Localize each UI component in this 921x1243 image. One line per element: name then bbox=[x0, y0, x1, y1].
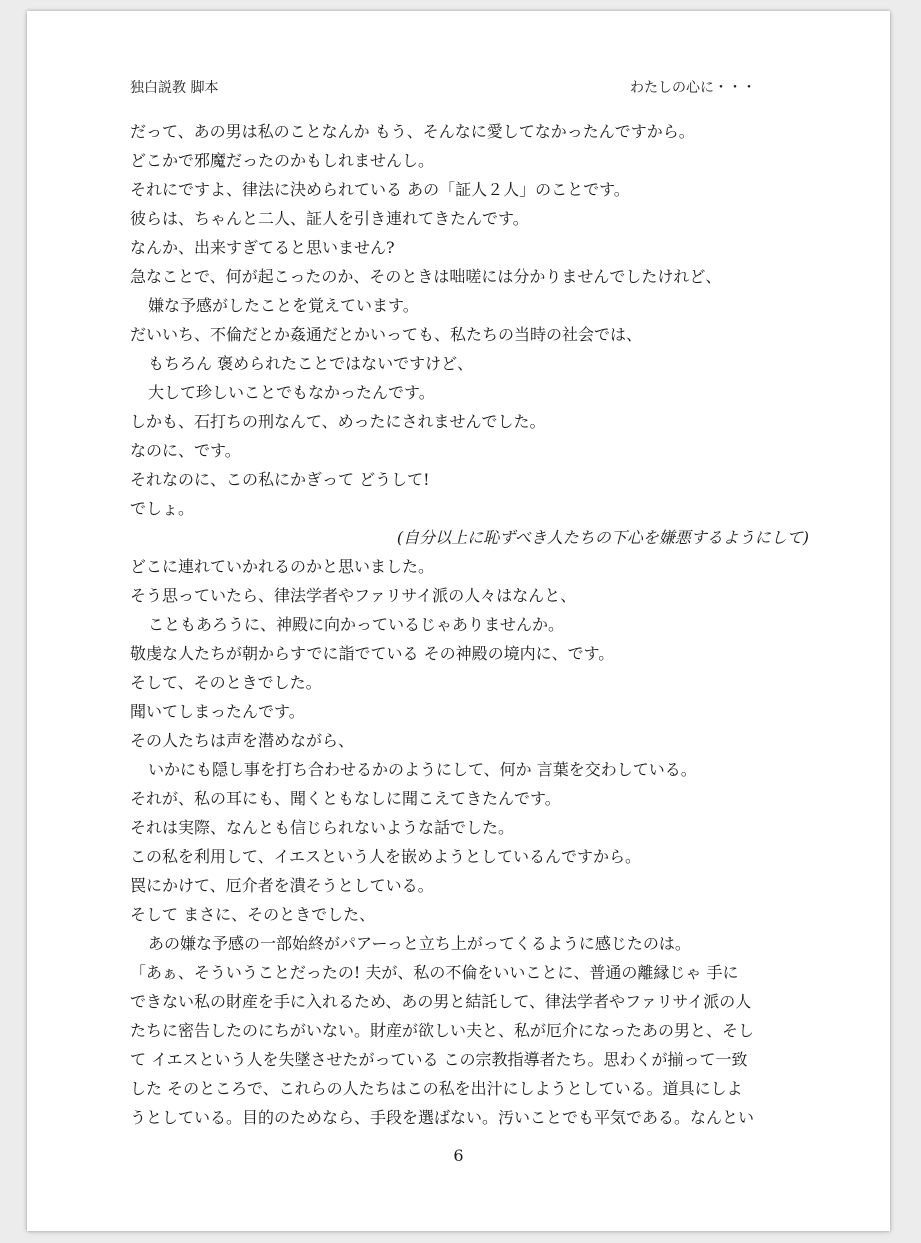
text-line: そして、そのときでした。 bbox=[130, 673, 322, 692]
script-body bbox=[130, 117, 809, 1132]
text-line-continued: 大して珍しいことでもなかったんです。 bbox=[148, 383, 435, 402]
text-line: 聞いてしまったんです。 bbox=[130, 702, 305, 721]
text-line-continued: こともあろうに、神殿に向かっているじゃありませんか。 bbox=[148, 615, 565, 634]
header-subtitle: わたしの心に・・・ bbox=[630, 80, 756, 96]
text-line: それが、私の耳にも、聞くともなしに聞こえてきたんです。 bbox=[130, 789, 561, 808]
text-line: だって、あの男は私のことなんか もう、そんなに愛してなかったんですから。 bbox=[130, 122, 695, 141]
quoted-paragraph bbox=[130, 958, 792, 1132]
text-line: それにですよ、律法に決められている あの「証人２人」のことです。 bbox=[130, 180, 630, 199]
text-line: なんか、出来すぎてると思いません? bbox=[130, 238, 395, 257]
text-line-continued: いかにも隠し事を打ち合わせるかのようにして、何か 言葉を交わしている。 bbox=[148, 760, 697, 779]
text-line: どこかで邪魔だったのかもしれませんし。 bbox=[130, 151, 435, 170]
text-line: なのに、です。 bbox=[130, 441, 241, 460]
text-line: 急なことで、何が起こったのか、そのときは咄嗟には分かりませんでしたけれど、 bbox=[130, 267, 722, 286]
text-line: 彼らは、ちゃんと二人、証人を引き連れてきたんです。 bbox=[130, 209, 529, 228]
text-line: この私を利用して、イエスという人を嵌めようとしているんですから。 bbox=[130, 847, 642, 866]
text-line-continued: あの嫌な予感の一部始終がパアーっと立ち上がってくるように感じたのは。 bbox=[148, 934, 691, 953]
header-title: 独白説教 脚本 bbox=[130, 80, 219, 96]
paragraph-line: うとしている。目的のためなら、手段を選ばない。汚いことでも平気である。なんとい bbox=[130, 1108, 755, 1127]
text-line-continued: 嫌な予感がしたことを覚えています。 bbox=[148, 296, 419, 315]
text-line: それは実際、なんとも信じられないような話でした。 bbox=[130, 818, 515, 837]
text-line-continued: もちろん 褒められたことではないですけど、 bbox=[148, 354, 474, 373]
paragraph-line: 「あぁ、そういうことだったの! 夫が、私の不倫をいいことに、普通の離縁じゃ 手に bbox=[130, 963, 739, 982]
paragraph-line: て イエスという人を失墜させたがっている この宗教指導者たち。思わくが揃って一致 bbox=[130, 1050, 748, 1069]
paragraph-line: できない私の財産を手に入れるため、あの男と結託して、律法学者やファリサイ派の人 bbox=[130, 992, 752, 1011]
text-line: どこに連れていかれるのかと思いました。 bbox=[130, 557, 435, 576]
text-line: それなのに、この私にかぎって どうして! bbox=[130, 470, 430, 489]
text-line: 罠にかけて、厄介者を潰そうとしている。 bbox=[130, 876, 434, 895]
text-line: しかも、石打ちの刑なんて、めったにされませんでした。 bbox=[130, 412, 546, 431]
page-number: 6 bbox=[453, 1146, 464, 1165]
paragraph-line: した そのところで、これらの人たちはこの私を出汁にしようとしている。道具にしよ bbox=[130, 1079, 743, 1098]
text-line: でしょ。 bbox=[130, 499, 195, 518]
paragraph-line: たちに密告したのにちがいない。財産が欲しい夫と、私が厄介になったあの男と、そし bbox=[130, 1021, 755, 1040]
text-line: だいいち、不倫だとか姦通だとかいっても、私たちの当時の社会では、 bbox=[130, 325, 643, 344]
text-line: その人たちは声を潜めながら、 bbox=[130, 731, 355, 750]
stage-direction: (自分以上に恥ずべき人たちの下心を嫌悪するようにして) bbox=[396, 528, 809, 547]
document-page bbox=[27, 11, 890, 1231]
text-line: そう思っていたら、律法学者やファリサイ派の人々はなんと、 bbox=[130, 586, 577, 605]
text-line: 敬虔な人たちが朝からすでに詣でている その神殿の境内に、です。 bbox=[130, 644, 615, 663]
text-line: そして まさに、そのときでした、 bbox=[130, 905, 376, 924]
